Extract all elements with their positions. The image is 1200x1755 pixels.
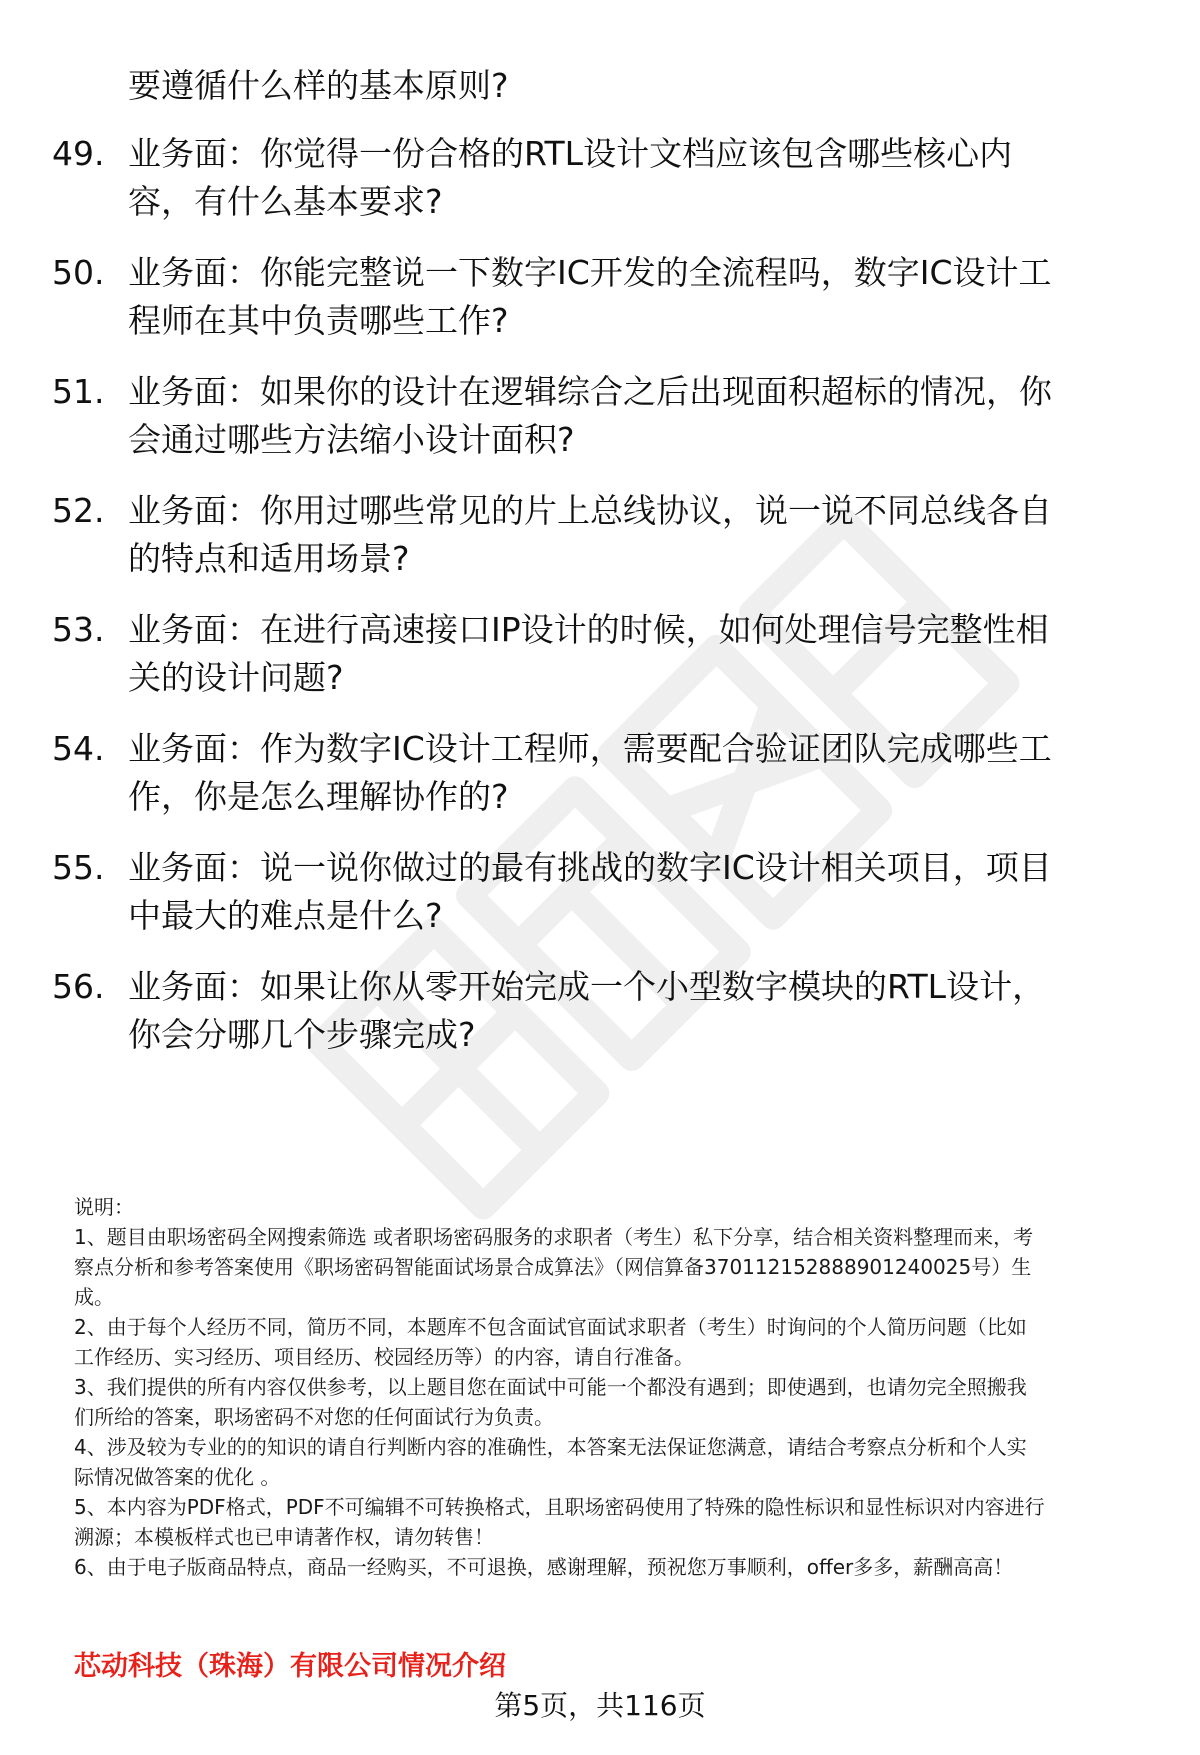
question-line: 业务面：你觉得一份合格的RTL设计文档应该包含哪些核心内 — [128, 134, 1013, 173]
question-line: 业务面：如果让你从零开始完成一个小型数字模块的RTL设计， — [128, 967, 1046, 1006]
question-line: 中最大的难点是什么? — [128, 896, 443, 935]
question-text — [128, 725, 1138, 821]
question-text — [128, 963, 1138, 1059]
notes-line: 溯源；本模板样式也已申请著作权，请勿转售！ — [74, 1525, 494, 1549]
question-number: 50. — [52, 253, 105, 292]
question-text — [128, 487, 1138, 583]
notes-line: 5、本内容为PDF格式，PDF不可编辑不可转换格式，且职场密码使用了特殊的隐性标识和显性标识对内容进行 — [74, 1495, 1045, 1519]
question-line: 你会分哪几个步骤完成? — [128, 1015, 476, 1054]
notes-line: 2、由于每个人经历不同，简历不同，本题库不包含面试官面试求职者（考生）时询问的个人简历问题（比如 — [74, 1315, 1027, 1339]
question-number: 56. — [52, 967, 105, 1006]
question-text — [128, 130, 1138, 226]
notes-section — [74, 1192, 1154, 1582]
question-number: 52. — [52, 491, 105, 530]
question-line: 关的设计问题? — [128, 658, 344, 697]
question-line: 业务面：你能完整说一下数字IC开发的全流程吗，数字IC设计工 — [128, 253, 1052, 292]
question-line: 业务面：如果你的设计在逻辑综合之后出现面积超标的情况，你 — [128, 372, 1052, 411]
notes-line: 4、涉及较为专业的的知识的请自行判断内容的准确性，本答案无法保证您满意，请结合考察点分析和个人实 — [74, 1435, 1027, 1459]
notes-line: 们所给的答案，职场密码不对您的任何面试行为负责。 — [74, 1405, 554, 1429]
question-line: 程师在其中负责哪些工作? — [128, 301, 509, 340]
question-number: 54. — [52, 729, 105, 768]
question-text — [128, 249, 1138, 345]
notes-line: 察点分析和参考答案使用《职场密码智能面试场景合成算法》（网信算备370112152888901240025号）生 — [74, 1255, 1032, 1279]
question-number: 51. — [52, 372, 105, 411]
question-continuation: 要遵循什么样的基本原则? — [128, 66, 509, 105]
question-line: 容，有什么基本要求? — [128, 182, 443, 221]
notes-line: 6、由于电子版商品特点，商品一经购买，不可退换，感谢理解，预祝您万事顺利，offer多多，薪酬高高！ — [74, 1555, 1014, 1579]
question-line: 的特点和适用场景? — [128, 539, 410, 578]
question-line: 业务面：作为数字IC设计工程师，需要配合验证团队完成哪些工 — [128, 729, 1052, 768]
question-text — [128, 606, 1138, 702]
notes-line: 际情况做答案的优化 。 — [74, 1465, 281, 1489]
question-number: 55. — [52, 848, 105, 887]
notes-line: 1、题目由职场密码全网搜索筛选 或者职场密码服务的求职者（考生）私下分享，结合相关资料整理而来，考 — [74, 1225, 1034, 1249]
question-text — [128, 368, 1138, 464]
question-line: 作，你是怎么理解协作的? — [128, 777, 509, 816]
question-line: 业务面：说一说你做过的最有挑战的数字IC设计相关项目，项目 — [128, 848, 1052, 887]
notes-heading: 说明： — [74, 1195, 134, 1219]
notes-line: 工作经历、实习经历、项目经历、校园经历等）的内容，请自行准备。 — [74, 1345, 694, 1369]
question-number: 53. — [52, 610, 105, 649]
notes-line: 3、我们提供的所有内容仅供参考，以上题目您在面试中可能一个都没有遇到；即使遇到，也请勿完全照搬我 — [74, 1375, 1027, 1399]
question-text — [128, 844, 1138, 940]
page-footer: 第5页，共116页 — [494, 1689, 706, 1722]
question-line: 业务面：在进行高速接口IP设计的时候，如何处理信号完整性相 — [128, 610, 1049, 649]
question-line: 业务面：你用过哪些常见的片上总线协议，说一说不同总线各自 — [128, 491, 1052, 530]
question-line: 会通过哪些方法缩小设计面积? — [128, 420, 575, 459]
question-number: 49. — [52, 134, 105, 173]
company-intro-title: 芯动科技（珠海）有限公司情况介绍 — [74, 1651, 506, 1682]
notes-line: 成。 — [74, 1285, 114, 1309]
